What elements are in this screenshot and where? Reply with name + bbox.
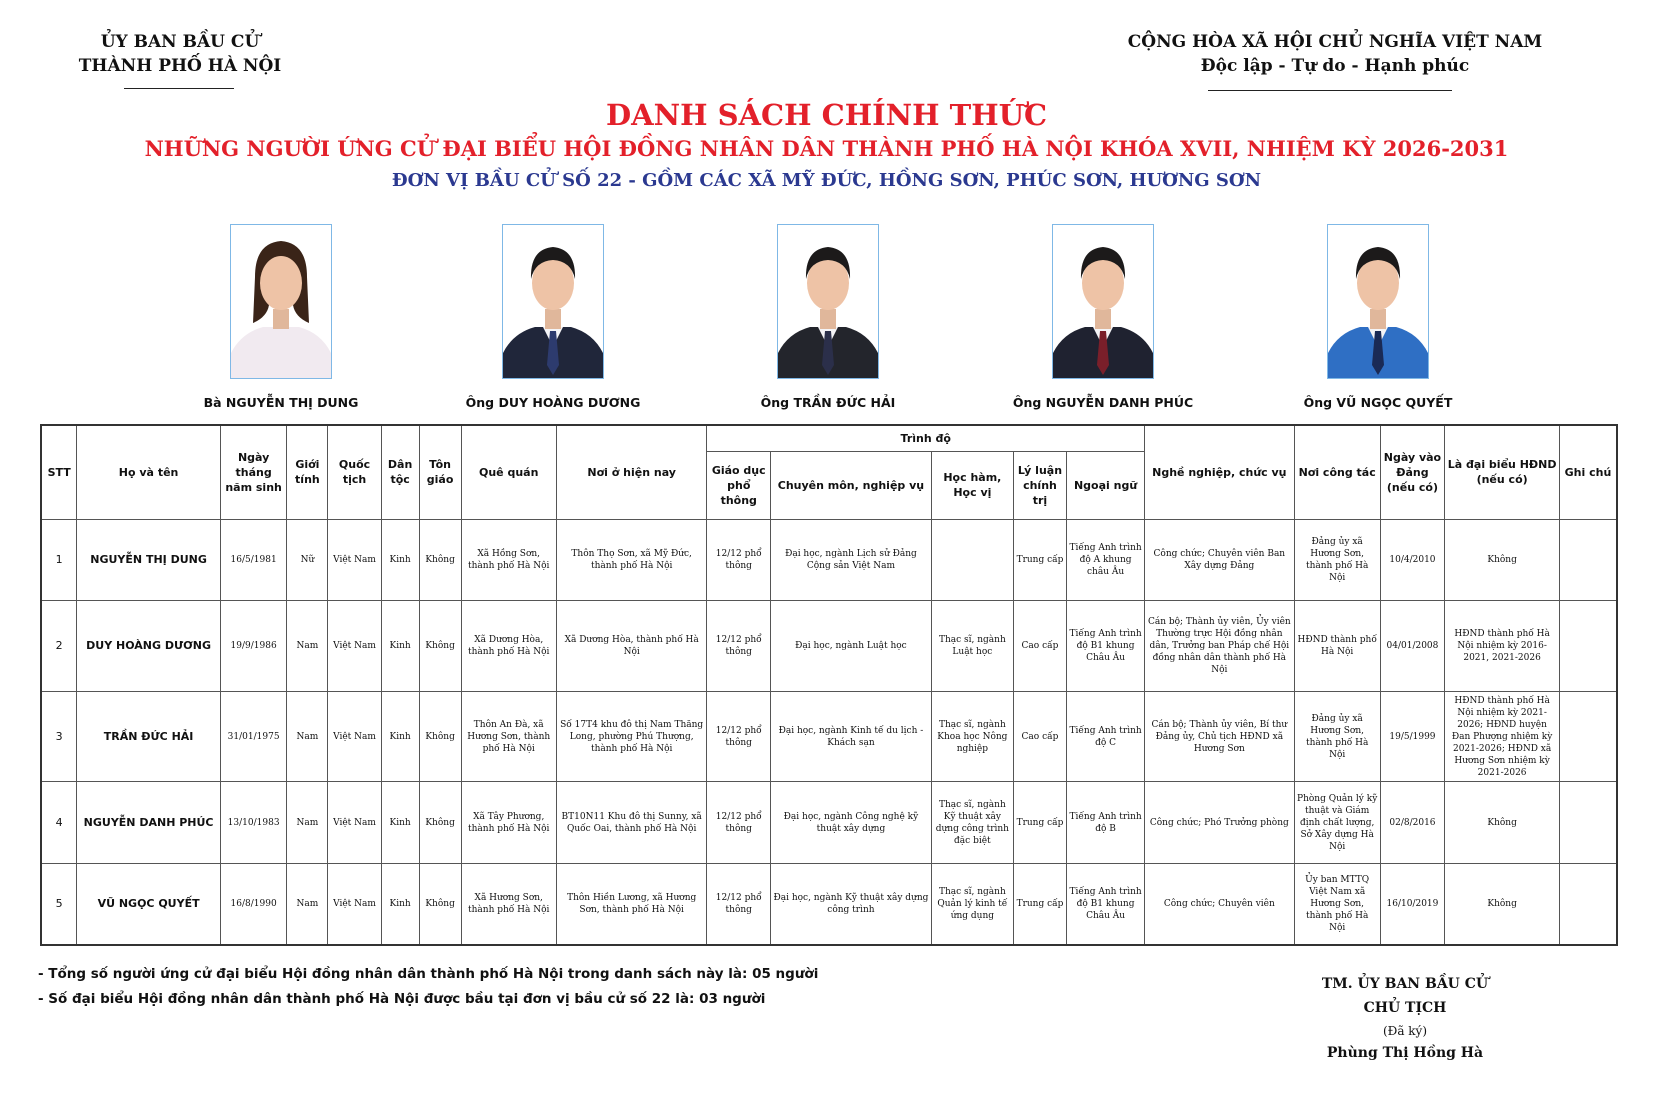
table-row bbox=[41, 782, 1617, 864]
cell-residence: Thôn Hiền Lương, xã Hương Sơn, thành phố Hà Nội bbox=[556, 863, 707, 945]
cell-nationality: Việt Nam bbox=[328, 601, 381, 692]
cell-degree: Thạc sĩ, ngành Quản lý kinh tế ứng dụng bbox=[931, 863, 1013, 945]
cell-stt: 4 bbox=[41, 782, 77, 864]
header-occupation: Nghề nghiệp, chức vụ bbox=[1145, 425, 1295, 519]
cell-party-date: 04/01/2008 bbox=[1380, 601, 1445, 692]
issuer-line-1: ỦY BAN BẦU CỬ bbox=[100, 32, 260, 52]
signature-status: (Đã ký) bbox=[1382, 1024, 1428, 1038]
country-name: CỘNG HÒA XÃ HỘI CHỦ NGHĨA VIỆT NAM bbox=[1127, 32, 1543, 52]
cell-politics: Trung cấp bbox=[1013, 782, 1066, 864]
candidate-photo-caption: Ông DUY HOÀNG DƯƠNG bbox=[465, 395, 641, 410]
cell-general-edu: 12/12 phổ thông bbox=[707, 691, 771, 782]
issuer-line-2: THÀNH PHỐ HÀ NỘI bbox=[78, 56, 282, 76]
cell-dob: 19/9/1986 bbox=[220, 601, 287, 692]
seats-note: - Số đại biểu Hội đồng nhân dân thành phố Hà Nội được bầu tại đơn vị bầu cử số 22 là: 03 người bbox=[38, 991, 766, 1007]
cell-residence: Số 17T4 khu đô thị Nam Thăng Long, phường Phú Thượng, thành phố Hà Nội bbox=[556, 691, 707, 782]
document-subtitle: NHỮNG NGƯỜI ỨNG CỬ ĐẠI BIỂU HỘI ĐỒNG NHÂN DÂN THÀNH PHỐ HÀ NỘI KHÓA XVII, NHIỆM KỲ 2026-2031 bbox=[144, 136, 1509, 161]
cell-stt: 5 bbox=[41, 863, 77, 945]
candidate-photo-caption: Ông NGUYỄN DANH PHÚC bbox=[1012, 395, 1194, 410]
cell-religion: Không bbox=[419, 863, 461, 945]
cell-language: Tiếng Anh trình độ B bbox=[1067, 782, 1145, 864]
cell-residence: Thôn Thọ Sơn, xã Mỹ Đức, thành phố Hà Nội bbox=[556, 519, 707, 601]
cell-workplace: Ủy ban MTTQ Việt Nam xã Hương Sơn, thành phố Hà Nội bbox=[1294, 863, 1380, 945]
signer-name: Phùng Thị Hồng Hà bbox=[1326, 1045, 1484, 1061]
cell-ethnicity: Kinh bbox=[381, 691, 419, 782]
header-language: Ngoại ngữ bbox=[1067, 451, 1145, 519]
header-stt: STT bbox=[41, 425, 77, 519]
cell-residence: BT10N11 Khu đô thị Sunny, xã Quốc Oai, thành phố Hà Nội bbox=[556, 782, 707, 864]
cell-stt: 2 bbox=[41, 601, 77, 692]
cell-religion: Không bbox=[419, 601, 461, 692]
header-degree: Học hàm, Học vị bbox=[931, 451, 1013, 519]
header-ethnicity: Dân tộc bbox=[381, 425, 419, 519]
candidate-photo bbox=[502, 224, 604, 379]
cell-ethnicity: Kinh bbox=[381, 863, 419, 945]
cell-stt: 1 bbox=[41, 519, 77, 601]
cell-workplace: Phòng Quản lý kỹ thuật và Giám định chất lượng, Sở Xây dựng Hà Nội bbox=[1294, 782, 1380, 864]
cell-dob: 31/01/1975 bbox=[220, 691, 287, 782]
cell-general-edu: 12/12 phổ thông bbox=[707, 782, 771, 864]
cell-hometown: Thôn An Đà, xã Hương Sơn, thành phố Hà Nội bbox=[461, 691, 556, 782]
cell-dob: 16/8/1990 bbox=[220, 863, 287, 945]
cell-politics: Cao cấp bbox=[1013, 601, 1066, 692]
cell-party-date: 19/5/1999 bbox=[1380, 691, 1445, 782]
header-residence: Nơi ở hiện nay bbox=[556, 425, 707, 519]
cell-general-edu: 12/12 phổ thông bbox=[707, 601, 771, 692]
cell-degree: Thạc sĩ, ngành Kỹ thuật xây dựng công trình đặc biệt bbox=[931, 782, 1013, 864]
document-title: DANH SÁCH CHÍNH THỨC bbox=[605, 98, 1048, 132]
cell-nationality: Việt Nam bbox=[328, 519, 381, 601]
cell-specialty: Đại học, ngành Công nghệ kỹ thuật xây dựng bbox=[771, 782, 932, 864]
cell-specialty: Đại học, ngành Luật học bbox=[771, 601, 932, 692]
header-name: Họ và tên bbox=[77, 425, 220, 519]
cell-party-date: 10/4/2010 bbox=[1380, 519, 1445, 601]
total-candidates-note: - Tổng số người ứng cử đại biểu Hội đồng nhân dân thành phố Hà Nội trong danh sách này là: 05 người bbox=[38, 966, 819, 982]
cell-gender: Nam bbox=[287, 863, 328, 945]
motto: Độc lập - Tự do - Hạnh phúc bbox=[1200, 56, 1470, 76]
cell-gender: Nam bbox=[287, 691, 328, 782]
cell-politics: Trung cấp bbox=[1013, 519, 1066, 601]
cell-workplace: HĐND thành phố Hà Nội bbox=[1294, 601, 1380, 692]
cell-degree: Thạc sĩ, ngành Khoa học Nông nghiệp bbox=[931, 691, 1013, 782]
header-religion: Tôn giáo bbox=[419, 425, 461, 519]
cell-name: NGUYỄN DANH PHÚC bbox=[77, 782, 220, 864]
cell-hometown: Xã Hồng Sơn, thành phố Hà Nội bbox=[461, 519, 556, 601]
header-general-edu: Giáo dục phổ thông bbox=[707, 451, 771, 519]
cell-hdnd: Không bbox=[1445, 863, 1560, 945]
cell-language: Tiếng Anh trình độ B1 khung Châu Âu bbox=[1067, 601, 1145, 692]
cell-hdnd: HĐND thành phố Hà Nội nhiệm kỳ 2021-2026; HĐND huyện Đan Phượng nhiệm kỳ 2021-2026; HĐND xã Hương Sơn nhiệm kỳ 2021-2026 bbox=[1445, 691, 1560, 782]
cell-party-date: 16/10/2019 bbox=[1380, 863, 1445, 945]
cell-occupation: Cán bộ; Thành ủy viên, Bí thư Đảng ủy, Chủ tịch HĐND xã Hương Sơn bbox=[1145, 691, 1295, 782]
cell-general-edu: 12/12 phổ thông bbox=[707, 519, 771, 601]
signature-role: CHỦ TỊCH bbox=[1363, 1000, 1447, 1016]
candidate-photo-caption: Bà NGUYỄN THỊ DUNG bbox=[203, 395, 359, 410]
header-nationality: Quốc tịch bbox=[328, 425, 381, 519]
motto-underline bbox=[1208, 90, 1452, 91]
cell-name: VŨ NGỌC QUYẾT bbox=[77, 863, 220, 945]
cell-gender: Nam bbox=[287, 782, 328, 864]
candidate-photo bbox=[777, 224, 879, 379]
cell-politics: Trung cấp bbox=[1013, 863, 1066, 945]
table-row bbox=[41, 519, 1617, 601]
header-specialty: Chuyên môn, nghiệp vụ bbox=[771, 451, 932, 519]
cell-specialty: Đại học, ngành Kỹ thuật xây dựng công trình bbox=[771, 863, 932, 945]
candidate-table bbox=[40, 424, 1618, 946]
cell-residence: Xã Dương Hòa, thành phố Hà Nội bbox=[556, 601, 707, 692]
cell-workplace: Đảng ủy xã Hương Sơn, thành phố Hà Nội bbox=[1294, 691, 1380, 782]
header-note: Ghi chú bbox=[1559, 425, 1617, 519]
header-gender: Giới tính bbox=[287, 425, 328, 519]
cell-hdnd: Không bbox=[1445, 782, 1560, 864]
cell-dob: 13/10/1983 bbox=[220, 782, 287, 864]
header-education: Trình độ bbox=[707, 425, 1145, 451]
cell-ethnicity: Kinh bbox=[381, 601, 419, 692]
cell-religion: Không bbox=[419, 782, 461, 864]
cell-occupation: Công chức; Chuyên viên Ban Xây dựng Đảng bbox=[1145, 519, 1295, 601]
cell-nationality: Việt Nam bbox=[328, 691, 381, 782]
cell-note bbox=[1559, 601, 1617, 692]
cell-dob: 16/5/1981 bbox=[220, 519, 287, 601]
cell-name: NGUYỄN THỊ DUNG bbox=[77, 519, 220, 601]
cell-nationality: Việt Nam bbox=[328, 782, 381, 864]
issuer-underline bbox=[124, 88, 234, 89]
cell-religion: Không bbox=[419, 519, 461, 601]
cell-language: Tiếng Anh trình độ A khung châu Âu bbox=[1067, 519, 1145, 601]
cell-hometown: Xã Tây Phương, thành phố Hà Nội bbox=[461, 782, 556, 864]
cell-nationality: Việt Nam bbox=[328, 863, 381, 945]
cell-note bbox=[1559, 691, 1617, 782]
cell-ethnicity: Kinh bbox=[381, 519, 419, 601]
electoral-unit: ĐƠN VỊ BẦU CỬ SỐ 22 - GỒM CÁC XÃ MỸ ĐỨC, HỒNG SƠN, PHÚC SƠN, HƯƠNG SƠN bbox=[391, 170, 1262, 191]
candidate-photo bbox=[1327, 224, 1429, 379]
table-row bbox=[41, 601, 1617, 692]
cell-note bbox=[1559, 519, 1617, 601]
national-motto-block bbox=[1105, 30, 1565, 78]
cell-language: Tiếng Anh trình độ B1 khung Châu Âu bbox=[1067, 863, 1145, 945]
cell-party-date: 02/8/2016 bbox=[1380, 782, 1445, 864]
header-politics: Lý luận chính trị bbox=[1013, 451, 1066, 519]
cell-ethnicity: Kinh bbox=[381, 782, 419, 864]
cell-hdnd: Không bbox=[1445, 519, 1560, 601]
cell-degree bbox=[931, 519, 1013, 601]
cell-general-edu: 12/12 phổ thông bbox=[707, 863, 771, 945]
cell-hdnd: HĐND thành phố Hà Nội nhiệm kỳ 2016-2021, 2021-2026 bbox=[1445, 601, 1560, 692]
cell-gender: Nữ bbox=[287, 519, 328, 601]
cell-gender: Nam bbox=[287, 601, 328, 692]
signature-title: TM. ỦY BAN BẦU CỬ bbox=[1321, 976, 1489, 992]
cell-language: Tiếng Anh trình độ C bbox=[1067, 691, 1145, 782]
cell-occupation: Công chức; Chuyên viên bbox=[1145, 863, 1295, 945]
candidate-photo bbox=[1052, 224, 1154, 379]
cell-specialty: Đại học, ngành Kinh tế du lịch - Khách sạn bbox=[771, 691, 932, 782]
cell-specialty: Đại học, ngành Lịch sử Đảng Cộng sản Việt Nam bbox=[771, 519, 932, 601]
header-hdnd: Là đại biểu HĐND (nếu có) bbox=[1445, 425, 1560, 519]
table-row bbox=[41, 691, 1617, 782]
cell-stt: 3 bbox=[41, 691, 77, 782]
table-row bbox=[41, 863, 1617, 945]
cell-name: DUY HOÀNG DƯƠNG bbox=[77, 601, 220, 692]
candidate-photo-caption: Ông TRẦN ĐỨC HẢI bbox=[760, 395, 896, 410]
cell-workplace: Đảng ủy xã Hương Sơn, thành phố Hà Nội bbox=[1294, 519, 1380, 601]
cell-occupation: Công chức; Phó Trưởng phòng bbox=[1145, 782, 1295, 864]
cell-occupation: Cán bộ; Thành ủy viên, Ủy viên Thường trực Hội đồng nhân dân, Trưởng ban Pháp chế Hội đồng nhân dân thành phố Hà Nội bbox=[1145, 601, 1295, 692]
cell-politics: Cao cấp bbox=[1013, 691, 1066, 782]
candidate-photo-caption: Ông VŨ NGỌC QUYẾT bbox=[1303, 395, 1453, 410]
cell-hometown: Xã Dương Hòa, thành phố Hà Nội bbox=[461, 601, 556, 692]
cell-note bbox=[1559, 782, 1617, 864]
cell-religion: Không bbox=[419, 691, 461, 782]
candidate-photo bbox=[230, 224, 332, 379]
header-hometown: Quê quán bbox=[461, 425, 556, 519]
header-party-date: Ngày vào Đảng (nếu có) bbox=[1380, 425, 1445, 519]
cell-name: TRẦN ĐỨC HẢI bbox=[77, 691, 220, 782]
cell-hometown: Xã Hương Sơn, thành phố Hà Nội bbox=[461, 863, 556, 945]
issuer-block bbox=[55, 30, 305, 78]
cell-degree: Thạc sĩ, ngành Luật học bbox=[931, 601, 1013, 692]
header-dob: Ngày tháng năm sinh bbox=[220, 425, 287, 519]
header-workplace: Nơi công tác bbox=[1294, 425, 1380, 519]
cell-note bbox=[1559, 863, 1617, 945]
